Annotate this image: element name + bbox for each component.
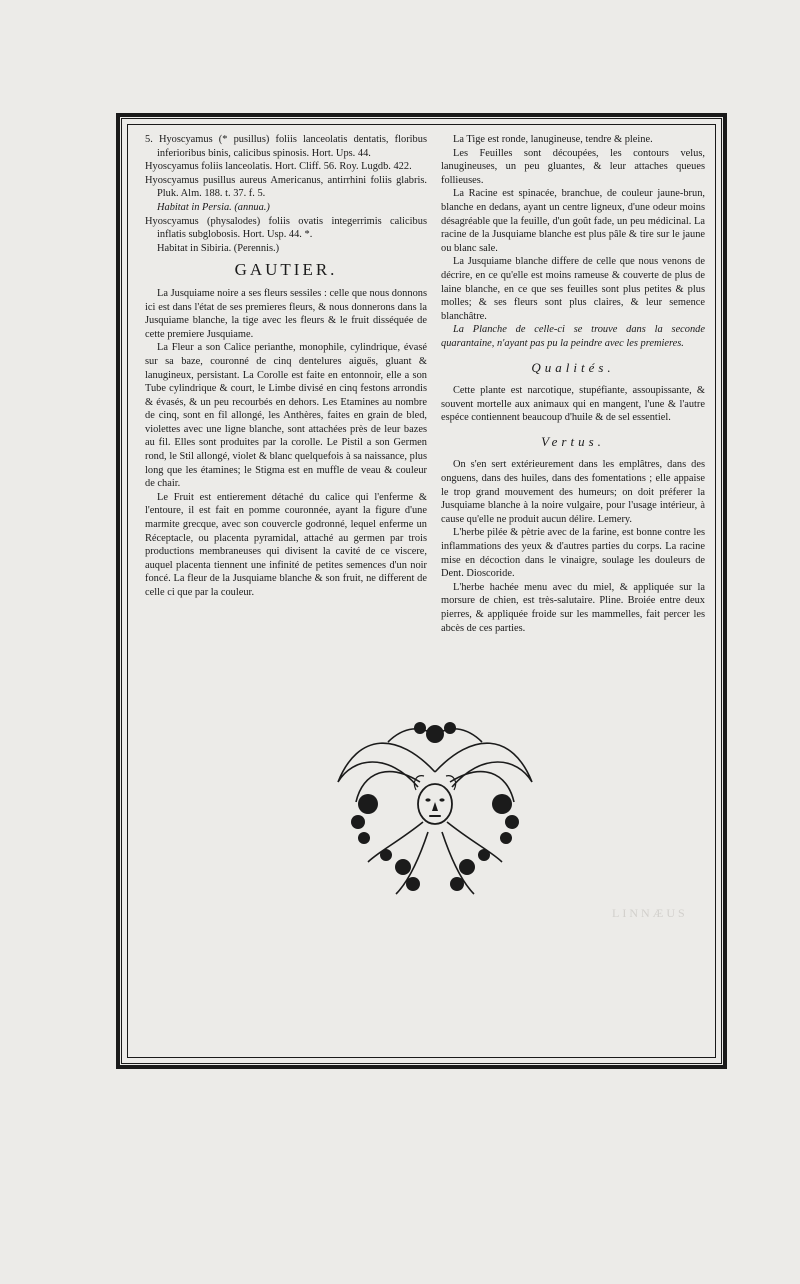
paragraph-jusquiame-noire: La Jusquiame noire a ses fleurs sessiles : celle que nous donnons ici est dans l'état de ses premieres fleurs, & nous donnerons dans la Jusquiame blanche, la tige avec les fleurs & le fruit disséquée de cette premiere Jusquiame.	[145, 287, 427, 340]
right-text-column	[441, 133, 705, 635]
floral-ornament-icon	[328, 712, 542, 900]
paragraph-vertus-dioscoride: L'herbe pilée & pètrie avec de la farine, est bonne contre les inflammations des yeux & d'autres parties du corps. La racine mise en décoction dans le vinaigre, soulage les douleurs de Dent. Dioscoride.	[441, 527, 705, 580]
paragraph-qualites: Cette plante est narcotique, stupéfiante, assoupissante, & souvent mortelle aux animaux qui en mangent, l'une & l'autre espéce contiennent beaucoup d'huile & de sel essentiel.	[441, 385, 705, 424]
section-heading-qualites: Qualités.	[531, 359, 615, 375]
paragraph-vertus-lemery: On s'en sert extérieurement dans les emplâtres, dans des onguens, dans des huiles, dans des fomentations ; elle appaise le trop grand mouvement des humeurs; on doit préferer la Jusquiame blanche à la noire vulgaire, pour l'usage intérieur, à cause qu'elle ne produit aucun délire. Lemery.	[441, 459, 705, 525]
paragraph-vertus-pline: L'herbe hachée menu avec du miel, & appliquée sur la morsure de chien, est très-salutaire. Pline. Broiée entre deux pierres, & appliquée froide sur les mammelles, fait percer les abcès de ces parties.	[441, 581, 705, 634]
paragraph-planche-note: La Planche de celle-ci se trouve dans la seconde quarantaine, n'ayant pas pu la peindre avec les premieres.	[441, 324, 705, 349]
paragraph-fruit: Le Fruit est entierement détaché du calice qui l'enferme & l'entoure, il est fait en pomme couronnée, ayant la figure d'une marmite grecque, avec son couvercle godronné, lequel enferme un Réceptacle, ou placenta pyramidal, attaché au germen par trois productions membraneuses qui divisent la cavité de ce viscere, auquel placenta tiennent une infinité de petites semences d'un noir foncé. La fleur de la Jusquiame blanche & son fruit, ne different de celle ci que par la couleur.	[145, 491, 427, 598]
paragraph-racine: La Racine est spinacée, branchue, de couleur jaune-brun, blanche en dedans, ayant un centre ligneux, d'une odeur moins désagréable que la feuille, d'un goût fade, un peu médicinal. La racine de la Jusquiame blanche est plus pâle & tire sur le jaune ou blanc sale.	[441, 188, 705, 254]
paragraph-fleur: La Fleur a son Calice perianthe, monophile, cylindrique, évasé sur sa baze, couronné de cinq dentelures aiguës, gluant & lanugineux, persistant. La Corolle est faite en entonnoir, elle a son Tube cylindrique & court, le Limbe divisé en cinq festons arrondis & évasés, & un peu recourbés en dehors. Les Etamines au nombre de cinq, sont en fil allongé, les Anthères, faites en grain de bled, violettes avec une ligne blanche, sont attachées près de leur bazes au fil. Elles sont produites par la corolle. Le Pistil a son Germen rond, le Stil allongé, violet & blanc quelquefois à sa naissance, plus long que les étamines; le Stigma est en muffle de veau & couleur de chair.	[145, 342, 427, 490]
habitat-persia: Habitat in Persia. (annua.)	[157, 201, 270, 213]
species-entry-physalodes: Hyoscyamus (physalodes) foliis ovatis integerrimis calicibus inflatis subglobosis. Hort. Usp. 44. *.	[145, 215, 427, 241]
left-text-column	[145, 133, 427, 600]
paragraph-jusquiame-blanche: La Jusquiame blanche differe de celle que nous venons de décrire, en ce qu'elle est moins rameuse & couverte de plus de laine blanche, en ce que ses feuilles sont plus petites & plus molles; & ses fleurs sont plus claires, & leur semence blanchâtre.	[441, 256, 705, 322]
synonym-hort-cliff: Hyoscyamus foliis lanceolatis. Hort. Cliff. 56. Roy. Lugdb. 422.	[145, 161, 412, 173]
habitat-sibiria: Habitat in Sibiria. (Perennis.)	[157, 242, 280, 254]
section-heading-gautier: GAUTIER.	[234, 260, 338, 280]
bleed-through-text: LINNÆUS	[612, 906, 688, 920]
synonym-pluk: Hyoscyamus pusillus aureus Americanus, antirrhini foliis glabris. Pluk. Alm. 188. t. 37. f. 5.	[145, 174, 427, 200]
paragraph-feuilles: Les Feuilles sont découpées, les contours velus, lanugineuses, un peu gluantes, & leur attaches queues follieuses.	[441, 147, 705, 186]
section-heading-vertus: Vertus.	[541, 433, 605, 449]
species-entry-pusillus: 5. Hyoscyamus (* pusillus) foliis lanceolatis dentatis, floribus inferioribus binis, calicibus spinosis. Hort. Ups. 44.	[145, 134, 427, 159]
paragraph-tige: La Tige est ronde, lanugineuse, tendre & pleine.	[453, 134, 653, 145]
